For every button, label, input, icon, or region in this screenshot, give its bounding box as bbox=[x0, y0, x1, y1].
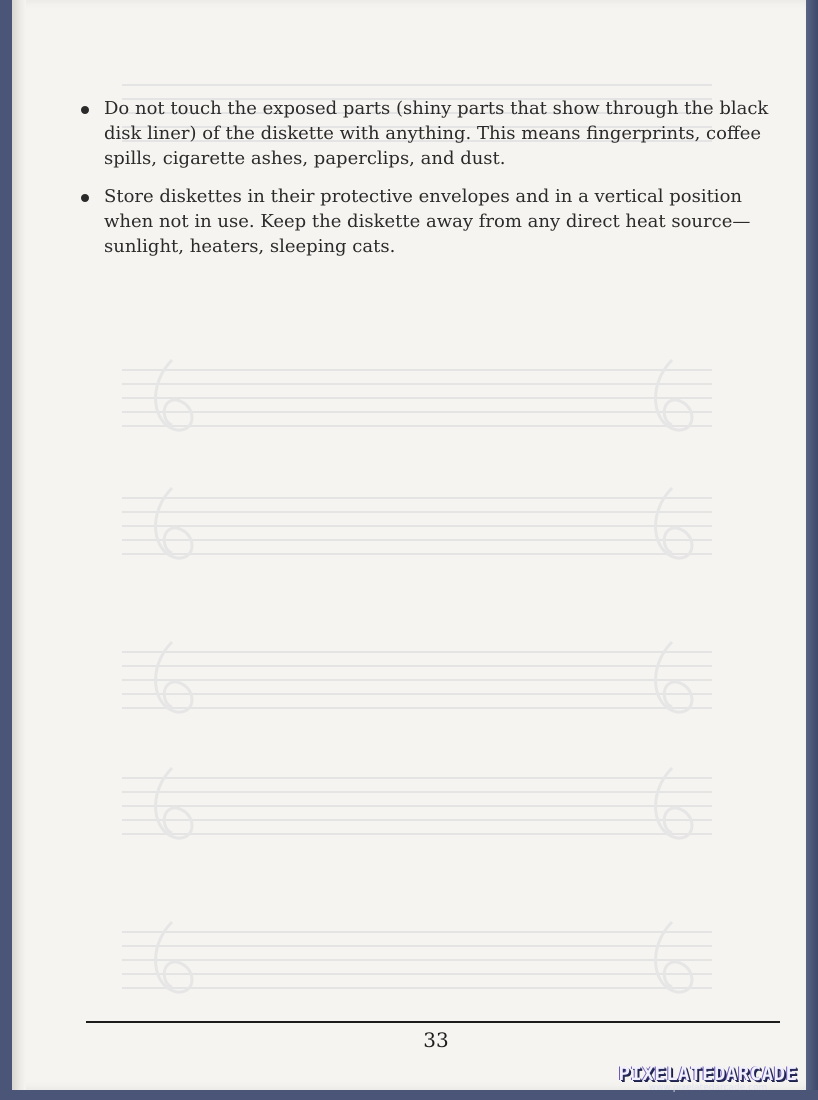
page-right-edge bbox=[806, 0, 818, 1100]
staff-ghost bbox=[122, 498, 712, 554]
watermark bbox=[602, 1063, 814, 1093]
watermark-url: www.pixelatedarcade.com bbox=[648, 1083, 768, 1093]
bullet-dot-icon bbox=[81, 194, 89, 202]
bullet-item bbox=[72, 96, 782, 171]
watermark-title: PIXELATEDARCADE bbox=[618, 1063, 798, 1085]
manual-page bbox=[12, 0, 806, 1090]
staff-ghost bbox=[122, 652, 712, 708]
bullet-dot-icon bbox=[81, 106, 89, 114]
staff-ghost bbox=[122, 370, 712, 426]
bullet-text: Do not touch the exposed parts (shiny parts that show through the black disk liner) of the diskette with anything. This means fingerprints, coffee spills, cigarette ashes, paperclips, and dust. bbox=[104, 98, 769, 169]
footer-divider bbox=[86, 1021, 780, 1023]
staff-ghost bbox=[122, 778, 712, 834]
staff-ghost bbox=[122, 932, 712, 988]
bullet-item bbox=[72, 184, 782, 259]
treble-clef-ghosts bbox=[156, 360, 692, 992]
bullet-text: Store diskettes in their protective envelopes and in a vertical position when not in use. Keep the diskette away from any direct heat source—sunlight, heaters, sleeping cats. bbox=[104, 186, 751, 257]
bullet-list bbox=[72, 96, 782, 272]
page-number: 33 bbox=[423, 1028, 449, 1052]
